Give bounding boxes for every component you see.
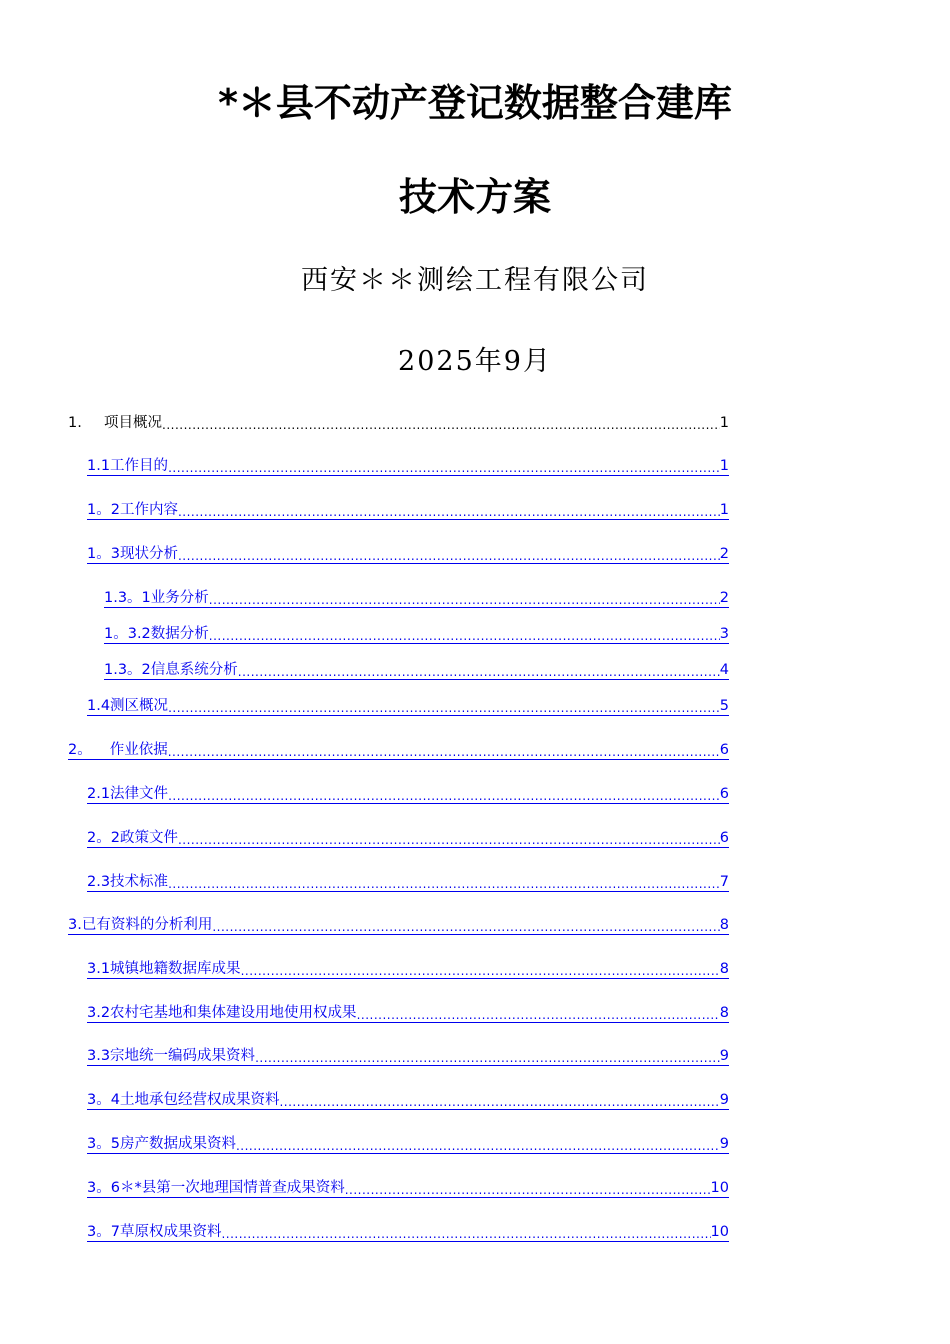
toc-link[interactable] [87, 1224, 729, 1242]
toc-entry[interactable] [0, 500, 950, 520]
toc-entry-title: 3.2农村宅基地和集体建设用地使用权成果 [87, 1004, 357, 1021]
toc-page-number: 8 [719, 1004, 729, 1021]
toc-dot-leader [209, 593, 720, 607]
toc-link[interactable] [68, 742, 729, 760]
toc-page-number: 10 [710, 1179, 729, 1196]
toc-dot-leader [221, 1227, 710, 1241]
toc-entry-title: 2.3技术标准 [87, 873, 169, 890]
toc-entry-title: 3。6＊*县第一次地理国情普查成果资料 [87, 1179, 345, 1196]
toc-dot-leader [238, 665, 720, 679]
toc-dot-leader [357, 1008, 720, 1022]
toc-link[interactable] [104, 662, 729, 680]
toc-link[interactable] [68, 917, 729, 935]
toc-entry[interactable] [0, 1178, 950, 1198]
toc-entry[interactable] [0, 828, 950, 848]
toc-link[interactable] [87, 874, 729, 892]
toc-entry-title: 2.1法律文件 [87, 785, 169, 802]
toc-entry[interactable] [0, 959, 950, 979]
toc-link[interactable] [87, 1180, 729, 1198]
document-date: 2025年9月 [398, 346, 552, 377]
toc-link[interactable] [87, 502, 729, 520]
toc-page-number: 4 [719, 661, 729, 678]
toc-entry[interactable] [0, 624, 950, 644]
toc-page-number: 5 [719, 697, 729, 714]
toc-page-number: 10 [710, 1223, 729, 1240]
toc-entry[interactable] [0, 1090, 950, 1110]
toc-page-number: 9 [719, 1091, 729, 1108]
toc-entry-title: 项目概况 [104, 414, 162, 431]
company-name: 西安＊＊测绘工程有限公司 [301, 265, 649, 296]
toc-entry[interactable] [0, 1134, 950, 1154]
toc-entry-title: 作业依据 [109, 741, 168, 758]
toc-link[interactable] [104, 626, 729, 644]
toc-page-number: 8 [719, 916, 729, 933]
toc-entry-title: 1.3。2信息系统分析 [104, 661, 238, 678]
toc-page-number: 8 [719, 960, 729, 977]
toc-page-number: 1 [719, 414, 729, 431]
toc-entry-title: 1.4测区概况 [87, 697, 169, 714]
toc-link[interactable] [87, 961, 729, 979]
toc-entry[interactable] [0, 588, 950, 608]
toc-page-number: 1 [719, 457, 729, 474]
toc-page-number: 1 [719, 501, 729, 518]
toc-dot-leader [241, 964, 720, 978]
toc-page-number: 9 [719, 1047, 729, 1064]
toc-link[interactable] [87, 1005, 729, 1023]
toc-entry-title: 3.1城镇地籍数据库成果 [87, 960, 241, 977]
toc-dot-leader [178, 549, 720, 563]
toc-entry[interactable] [0, 696, 950, 716]
toc-dot-leader [209, 629, 720, 643]
toc-entry[interactable] [0, 915, 950, 935]
toc-entry-title: 1。3现状分析 [87, 545, 178, 562]
toc-entry-title: 3。5房产数据成果资料 [87, 1135, 236, 1152]
toc-page-number: 6 [719, 829, 729, 846]
toc-dot-leader [279, 1095, 719, 1109]
toc-dot-leader [212, 920, 719, 934]
toc-link[interactable] [87, 458, 729, 476]
toc-page-number: 6 [719, 741, 729, 758]
toc-link[interactable] [87, 1048, 729, 1066]
toc-dot-leader [168, 461, 720, 475]
toc-entry-title: 3.3宗地统一编码成果资料 [87, 1047, 256, 1064]
toc-entry-title: 1。3.2数据分析 [104, 625, 209, 642]
toc-dot-leader [255, 1051, 720, 1065]
toc-page-number: 6 [719, 785, 729, 802]
toc-entry[interactable] [0, 1003, 950, 1023]
toc-entry[interactable] [0, 784, 950, 804]
toc-link[interactable] [87, 698, 729, 716]
toc-link[interactable] [87, 546, 729, 564]
toc-link[interactable] [87, 1092, 729, 1110]
toc-entry[interactable] [0, 456, 950, 476]
toc-entry-number: 1. [68, 414, 82, 431]
toc-entry-title: 3.已有资料的分析利用 [68, 916, 213, 933]
toc-dot-leader [236, 1139, 720, 1153]
toc-entry[interactable] [0, 872, 950, 892]
toc-entry[interactable] [0, 660, 950, 680]
toc-page-number: 3 [719, 625, 729, 642]
toc-page-number: 2 [719, 545, 729, 562]
toc-link[interactable] [87, 830, 729, 848]
toc-dot-leader [168, 701, 720, 715]
toc-page-number: 2 [719, 589, 729, 606]
toc-entry[interactable] [0, 740, 950, 760]
toc-entry[interactable] [0, 1046, 950, 1066]
toc-entry-title: 1.1工作目的 [87, 457, 169, 474]
document-title-line2: 技术方案 [398, 175, 551, 219]
toc-dot-leader [168, 745, 720, 759]
document-title-line1: *＊县不动产登记数据整合建库 [218, 81, 732, 125]
toc-link[interactable] [87, 786, 729, 804]
toc-entry-number: 2。 [68, 741, 92, 758]
toc-page-number: 7 [719, 873, 729, 890]
toc-entry-title: 3。7草原权成果资料 [87, 1223, 222, 1240]
toc-link[interactable] [104, 590, 729, 608]
toc-entry [0, 412, 950, 432]
toc-entry-title: 1。2工作内容 [87, 501, 178, 518]
toc-link[interactable] [87, 1136, 729, 1154]
toc-entry-title: 3。4土地承包经营权成果资料 [87, 1091, 280, 1108]
toc-line [68, 415, 729, 432]
toc-dot-leader [168, 789, 720, 803]
toc-entry[interactable] [0, 544, 950, 564]
toc-entry[interactable] [0, 1222, 950, 1242]
toc-dot-leader [162, 418, 720, 432]
toc-page-number: 9 [719, 1135, 729, 1152]
toc-entry-title: 1.3。1业务分析 [104, 589, 209, 606]
toc-dot-leader [178, 833, 720, 847]
toc-dot-leader [178, 505, 720, 519]
toc-entry-title: 2。2政策文件 [87, 829, 178, 846]
toc-dot-leader [345, 1183, 711, 1197]
toc-dot-leader [168, 877, 720, 891]
